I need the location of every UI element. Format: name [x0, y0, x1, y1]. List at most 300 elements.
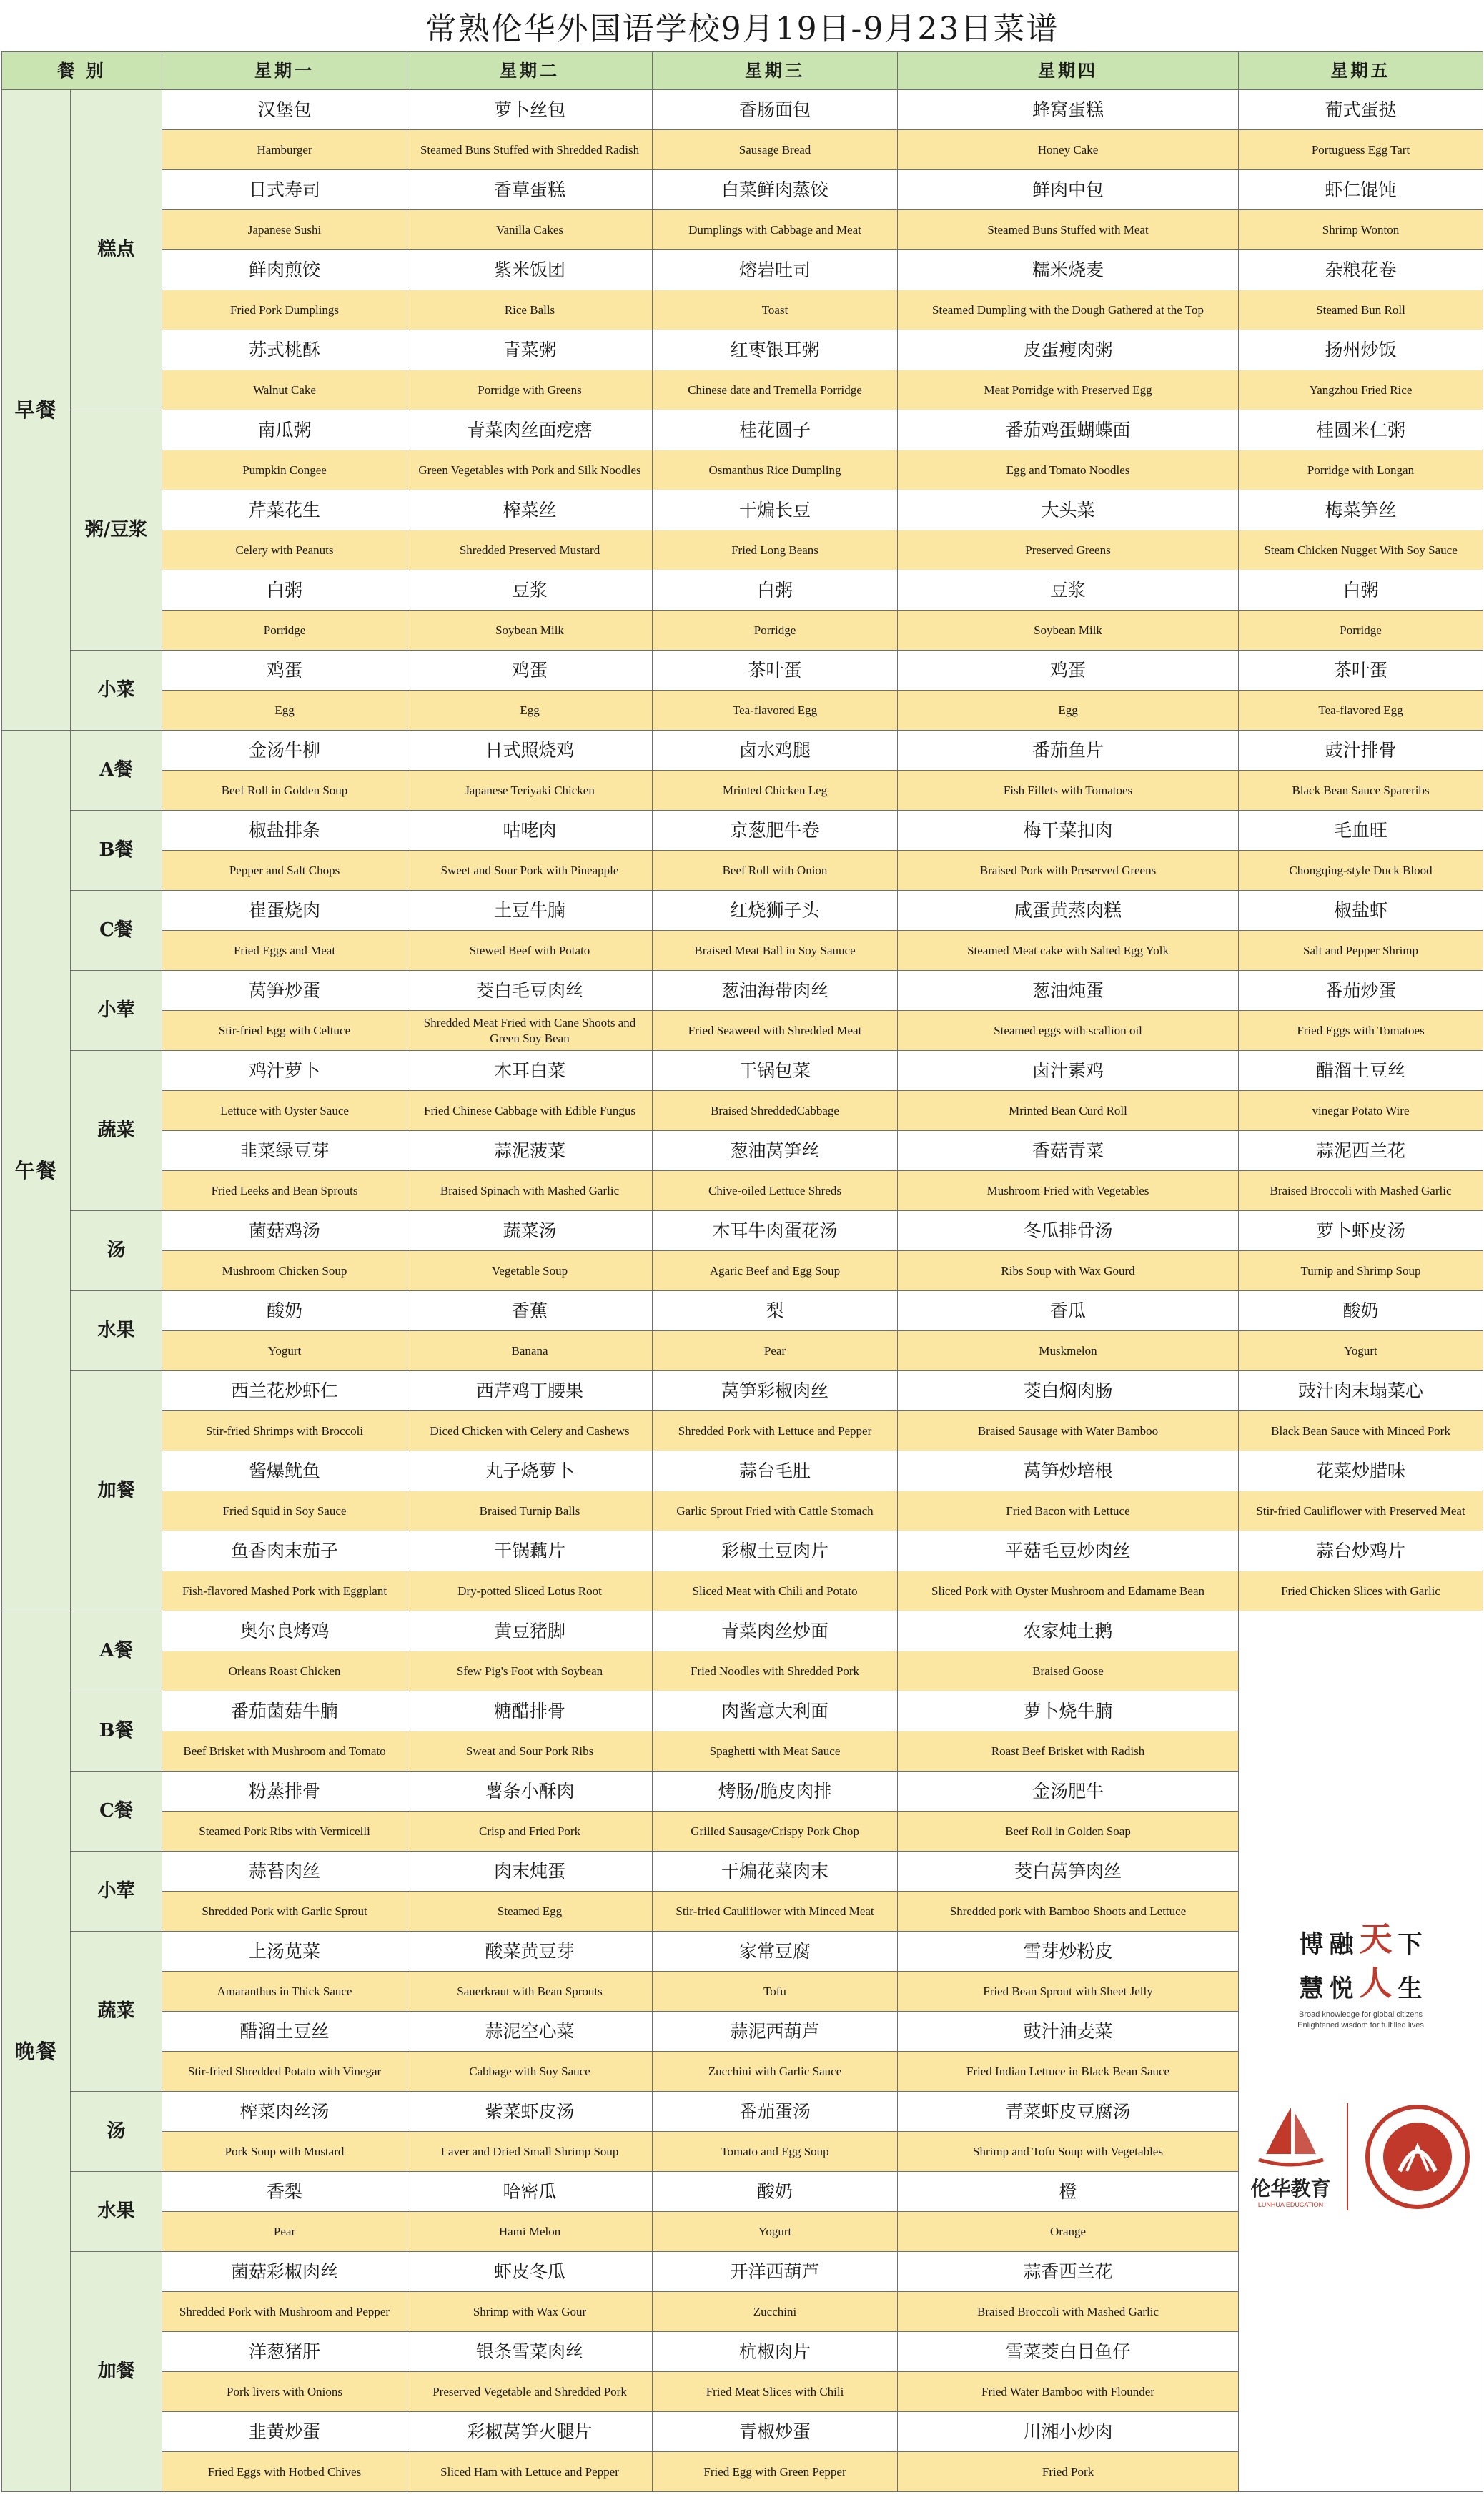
slogan-char: 下 — [1398, 1930, 1423, 1959]
dish-name: 茭白焖肉肠 — [898, 1371, 1239, 1411]
menu-row-chinese — [2, 330, 1483, 370]
dish-name: 糖醋排骨 — [407, 1691, 653, 1731]
dish-name: 榨菜肉丝汤 — [162, 2092, 407, 2132]
dish-name: 菌菇彩椒肉丝 — [162, 2252, 407, 2292]
dish-name-english: Shredded pork with Bamboo Shoots and Lettuce — [898, 1892, 1239, 1932]
menu-row-chinese — [2, 170, 1483, 210]
dish-name-english: Fish-flavored Mashed Pork with Eggplant — [162, 1571, 407, 1611]
menu-row-english — [2, 450, 1483, 490]
header-day: 星期四 — [898, 52, 1239, 90]
dish-name: 咕咾肉 — [407, 811, 653, 851]
dish-name-english: Steamed Meat cake with Salted Egg Yolk — [898, 931, 1239, 971]
dish-name-english: Ribs Soup with Wax Gourd — [898, 1251, 1239, 1291]
dish-name: 酸奶 — [162, 1291, 407, 1331]
meal-label: 晚餐 — [2, 1611, 71, 2492]
dish-name: 茶叶蛋 — [1239, 651, 1483, 691]
dish-name: 川湘小炒肉 — [898, 2412, 1239, 2452]
dish-name-english: Shrimp and Tofu Soup with Vegetables — [898, 2132, 1239, 2172]
dish-name-english: Fried Meat Slices with Chili — [653, 2372, 898, 2412]
dish-name-english: Crisp and Fried Pork — [407, 1812, 653, 1852]
dish-name: 粉蒸排骨 — [162, 1772, 407, 1812]
dish-name-english: Stir-fried Shrimps with Broccoli — [162, 1411, 407, 1451]
dish-name: 雪芽炒粉皮 — [898, 1932, 1239, 1972]
dish-name: 花菜炒腊味 — [1239, 1451, 1483, 1491]
dish-name-english: Steamed Buns Stuffed with Meat — [898, 210, 1239, 250]
dish-name-english: Steamed Dumpling with the Dough Gathered at the Top — [898, 290, 1239, 330]
dish-name-english: Fried Chicken Slices with Garlic — [1239, 1571, 1483, 1611]
menu-row-english — [2, 691, 1483, 731]
dish-name: 糯米烧麦 — [898, 250, 1239, 290]
dish-name-english: Fried Pork — [898, 2452, 1239, 2492]
dish-name-english: Fried Water Bamboo with Flounder — [898, 2372, 1239, 2412]
dish-name: 咸蛋黄蒸肉糕 — [898, 891, 1239, 931]
dish-name-english: Zucchini with Garlic Sauce — [653, 2052, 898, 2092]
dish-name: 萝卜丝包 — [407, 90, 653, 130]
dish-name-english: Beef Roll in Golden Soap — [898, 1812, 1239, 1852]
dish-name-english: Mrinted Chicken Leg — [653, 771, 898, 811]
dish-name: 莴笋彩椒肉丝 — [653, 1371, 898, 1411]
dish-name-english: Shredded Pork with Mushroom and Pepper — [162, 2292, 407, 2332]
dish-name-english: Braised Broccoli with Mashed Garlic — [1239, 1171, 1483, 1211]
dish-name-english: Chongqing-style Duck Blood — [1239, 851, 1483, 891]
dish-name-english: Fried Long Beans — [653, 530, 898, 570]
dish-name-english: Beef Roll in Golden Soup — [162, 771, 407, 811]
dish-name-english: Soybean Milk — [898, 611, 1239, 651]
dish-name-english: Pumpkin Congee — [162, 450, 407, 490]
dish-name: 卤汁素鸡 — [898, 1051, 1239, 1091]
dish-name-english: Chive-oiled Lettuce Shreds — [653, 1171, 898, 1211]
dish-name: 梅菜笋丝 — [1239, 490, 1483, 530]
lunhua-logo — [1251, 2104, 1331, 2209]
dish-name: 桂圆米仁粥 — [1239, 410, 1483, 450]
menu-row-english — [2, 130, 1483, 170]
dish-name-english: Japanese Teriyaki Chicken — [407, 771, 653, 811]
dish-name: 蒜泥菠菜 — [407, 1131, 653, 1171]
dish-name-english: Soybean Milk — [407, 611, 653, 651]
dish-name-english: Orleans Roast Chicken — [162, 1651, 407, 1691]
category-label: 加餐 — [71, 1371, 162, 1611]
dish-name-english: Preserved Greens — [898, 530, 1239, 570]
menu-row-chinese — [2, 651, 1483, 691]
menu-row-chinese — [2, 250, 1483, 290]
category-label: 加餐 — [71, 2252, 162, 2492]
dish-name: 哈密瓜 — [407, 2172, 653, 2212]
dish-name: 蒜泥西葫芦 — [653, 2012, 898, 2052]
dish-name: 蒜泥西兰花 — [1239, 1131, 1483, 1171]
dish-name-english: Braised Broccoli with Mashed Garlic — [898, 2292, 1239, 2332]
category-label: 小荤 — [71, 1852, 162, 1932]
dish-name-english: Chinese date and Tremella Porridge — [653, 370, 898, 410]
dish-name-english: Fried Eggs and Meat — [162, 931, 407, 971]
dish-name-english: vinegar Potato Wire — [1239, 1091, 1483, 1131]
dish-name-english: Sfew Pig's Foot with Soybean — [407, 1651, 653, 1691]
dish-name: 豉汁肉末塌菜心 — [1239, 1371, 1483, 1411]
menu-row-english — [2, 851, 1483, 891]
dish-name: 葱油炖蛋 — [898, 971, 1239, 1011]
menu-row-chinese — [2, 570, 1483, 611]
dish-name: 蒜台毛肚 — [653, 1451, 898, 1491]
dish-name-english: Japanese Sushi — [162, 210, 407, 250]
dish-name-english: Sauerkraut with Bean Sprouts — [407, 1972, 653, 2012]
menu-row-chinese — [2, 1211, 1483, 1251]
dish-name: 鲜肉煎饺 — [162, 250, 407, 290]
dish-name: 鸡蛋 — [898, 651, 1239, 691]
dish-name-english: Pear — [162, 2212, 407, 2252]
category-label: A餐 — [71, 731, 162, 811]
header-day: 星期二 — [407, 52, 653, 90]
dish-name-english: Shredded Meat Fried with Cane Shoots and Green Soy Bean — [407, 1011, 653, 1051]
dish-name-english: Tomato and Egg Soup — [653, 2132, 898, 2172]
dish-name: 香草蛋糕 — [407, 170, 653, 210]
dish-name: 酸菜黄豆芽 — [407, 1932, 653, 1972]
dish-name-english: Celery with Peanuts — [162, 530, 407, 570]
dish-name: 干锅包菜 — [653, 1051, 898, 1091]
category-label: B餐 — [71, 1691, 162, 1772]
dish-name-english: Steamed Pork Ribs with Vermicelli — [162, 1812, 407, 1852]
dish-name: 红枣银耳粥 — [653, 330, 898, 370]
dish-name-english: Braised Goose — [898, 1651, 1239, 1691]
category-label: 蔬菜 — [71, 1051, 162, 1211]
menu-row-english — [2, 210, 1483, 250]
dish-name: 紫菜虾皮汤 — [407, 2092, 653, 2132]
dish-name: 橙 — [898, 2172, 1239, 2212]
menu-row-english — [2, 530, 1483, 570]
dish-name-english: Laver and Dried Small Shrimp Soup — [407, 2132, 653, 2172]
dish-name-english: Walnut Cake — [162, 370, 407, 410]
dish-name: 雪菜茭白目鱼仔 — [898, 2332, 1239, 2372]
slogan-char: 人 — [1359, 1963, 1393, 2002]
dish-name: 鸡蛋 — [407, 651, 653, 691]
dish-name: 茶叶蛋 — [653, 651, 898, 691]
dish-name: 豆浆 — [898, 570, 1239, 611]
dish-name-english: Fried Noodles with Shredded Pork — [653, 1651, 898, 1691]
dish-name-english: Steamed Buns Stuffed with Shredded Radish — [407, 130, 653, 170]
dish-name-english: Stir-fried Cauliflower with Preserved Meat — [1239, 1491, 1483, 1531]
dish-name: 韭黄炒蛋 — [162, 2412, 407, 2452]
dish-name-english: Stir-fried Egg with Celtuce — [162, 1011, 407, 1051]
menu-row-chinese — [2, 1371, 1483, 1411]
dish-name: 银条雪菜肉丝 — [407, 2332, 653, 2372]
dish-name: 卤水鸡腿 — [653, 731, 898, 771]
dish-name: 青菜肉丝炒面 — [653, 1611, 898, 1651]
dish-name: 日式寿司 — [162, 170, 407, 210]
dish-name-english: Pork Soup with Mustard — [162, 2132, 407, 2172]
dish-name: 干煸花菜肉末 — [653, 1852, 898, 1892]
dish-name: 香菇青菜 — [898, 1131, 1239, 1171]
dish-name-english: Braised Pork with Preserved Greens — [898, 851, 1239, 891]
dish-name: 青椒炒蛋 — [653, 2412, 898, 2452]
dish-name: 奥尔良烤鸡 — [162, 1611, 407, 1651]
category-label: 粥/豆浆 — [71, 410, 162, 651]
dish-name: 椒盐虾 — [1239, 891, 1483, 931]
dish-name-english: Dumplings with Cabbage and Meat — [653, 210, 898, 250]
dish-name: 家常豆腐 — [653, 1932, 898, 1972]
dish-name-english: Yogurt — [162, 1331, 407, 1371]
dish-name-english: Rice Balls — [407, 290, 653, 330]
header-day: 星期三 — [653, 52, 898, 90]
menu-row-english — [2, 1011, 1483, 1051]
dish-name: 土豆牛腩 — [407, 891, 653, 931]
dish-name-english: Egg — [162, 691, 407, 731]
dish-name: 虾皮冬瓜 — [407, 2252, 653, 2292]
dish-name-english: Shredded Pork with Garlic Sprout — [162, 1892, 407, 1932]
dish-name-english: Sausage Bread — [653, 130, 898, 170]
dish-name-english: Meat Porridge with Preserved Egg — [898, 370, 1239, 410]
dish-name-english: Beef Roll with Onion — [653, 851, 898, 891]
dish-name-english: Sliced Meat with Chili and Potato — [653, 1571, 898, 1611]
menu-row-chinese — [2, 1531, 1483, 1571]
dish-name-english: Egg — [898, 691, 1239, 731]
dish-name-english: Hamburger — [162, 130, 407, 170]
dish-name: 萝卜烧牛腩 — [898, 1691, 1239, 1731]
slogan-english — [1239, 2010, 1483, 2032]
dish-name-english: Fried Egg with Green Pepper — [653, 2452, 898, 2492]
dish-name: 木耳牛肉蛋花汤 — [653, 1211, 898, 1251]
dish-name-english: Sweat and Sour Pork Ribs — [407, 1731, 653, 1772]
school-slogan — [1239, 1919, 1483, 1960]
dish-name: 洋葱猪肝 — [162, 2332, 407, 2372]
dish-name: 南瓜粥 — [162, 410, 407, 450]
slogan-char: 融 — [1329, 1930, 1354, 1959]
dish-name: 薯条小酥肉 — [407, 1772, 653, 1812]
dish-name-english: Fried Squid in Soy Sauce — [162, 1491, 407, 1531]
menu-row-english — [2, 290, 1483, 330]
dish-name: 苏式桃酥 — [162, 330, 407, 370]
dish-name-english: Braised Meat Ball in Soy Sauuce — [653, 931, 898, 971]
dish-name: 番茄鸡蛋蝴蝶面 — [898, 410, 1239, 450]
dish-name-english: Porridge — [162, 611, 407, 651]
dish-name-english: Pepper and Salt Chops — [162, 851, 407, 891]
dish-name-english: Preserved Vegetable and Shredded Pork — [407, 2372, 653, 2412]
dish-name: 杂粮花卷 — [1239, 250, 1483, 290]
category-label: 水果 — [71, 1291, 162, 1371]
category-label: A餐 — [71, 1611, 162, 1691]
menu-row-chinese — [2, 891, 1483, 931]
dish-name-english: Agaric Beef and Egg Soup — [653, 1251, 898, 1291]
dish-name: 冬瓜排骨汤 — [898, 1211, 1239, 1251]
dish-name: 蒜苔肉丝 — [162, 1852, 407, 1892]
dish-name-english: Grilled Sausage/Crispy Pork Chop — [653, 1812, 898, 1852]
dish-name-english: Fish Fillets with Tomatoes — [898, 771, 1239, 811]
dish-name-english: Muskmelon — [898, 1331, 1239, 1371]
dish-name: 葱油莴笋丝 — [653, 1131, 898, 1171]
menu-row-english — [2, 1171, 1483, 1211]
dish-name: 莴笋炒蛋 — [162, 971, 407, 1011]
dish-name-english: Lettuce with Oyster Sauce — [162, 1091, 407, 1131]
dish-name-english: Egg and Tomato Noodles — [898, 450, 1239, 490]
dish-name: 干煸长豆 — [653, 490, 898, 530]
dish-name-english: Mrinted Bean Curd Roll — [898, 1091, 1239, 1131]
dish-name-english: Honey Cake — [898, 130, 1239, 170]
dish-name-english: Tofu — [653, 1972, 898, 2012]
dish-name: 萝卜虾皮汤 — [1239, 1211, 1483, 1251]
dish-name-english: Spaghetti with Meat Sauce — [653, 1731, 898, 1772]
category-label: 小荤 — [71, 971, 162, 1051]
dish-name: 干锅藕片 — [407, 1531, 653, 1571]
category-label: 小菜 — [71, 651, 162, 731]
dish-name: 蒜台炒鸡片 — [1239, 1531, 1483, 1571]
category-label: 汤 — [71, 2092, 162, 2172]
dish-name: 醋溜土豆丝 — [162, 2012, 407, 2052]
dish-name: 椒盐排条 — [162, 811, 407, 851]
dish-name-english: Braised Turnip Balls — [407, 1491, 653, 1531]
dish-name-english: Dry-potted Sliced Lotus Root — [407, 1571, 653, 1611]
dish-name: 鲜肉中包 — [898, 170, 1239, 210]
dish-name-english: Orange — [898, 2212, 1239, 2252]
dish-name: 红烧狮子头 — [653, 891, 898, 931]
dish-name: 番茄炒蛋 — [1239, 971, 1483, 1011]
menu-table — [1, 51, 1483, 2492]
dish-name-english: Toast — [653, 290, 898, 330]
dish-name: 酸奶 — [653, 2172, 898, 2212]
school-seal-icon — [1364, 2103, 1471, 2210]
dish-name: 熔岩吐司 — [653, 250, 898, 290]
dish-name: 香蕉 — [407, 1291, 653, 1331]
dish-name: 彩椒土豆肉片 — [653, 1531, 898, 1571]
slogan-char: 悦 — [1329, 1974, 1354, 2003]
dish-name: 鸡蛋 — [162, 651, 407, 691]
dish-name: 西兰花炒虾仁 — [162, 1371, 407, 1411]
dish-name: 韭菜绿豆芽 — [162, 1131, 407, 1171]
dish-name-english: Steamed Bun Roll — [1239, 290, 1483, 330]
dish-name: 香瓜 — [898, 1291, 1239, 1331]
dish-name-english: Pork livers with Onions — [162, 2372, 407, 2412]
dish-name-english: Shredded Preserved Mustard — [407, 530, 653, 570]
menu-row-chinese — [2, 410, 1483, 450]
dish-name: 桂花圆子 — [653, 410, 898, 450]
dish-name-english: Fried Eggs with Hotbed Chives — [162, 2452, 407, 2492]
menu-row-english — [2, 1571, 1483, 1611]
dish-name-english: Porridge — [653, 611, 898, 651]
sail-icon — [1252, 2104, 1330, 2168]
dish-name: 汉堡包 — [162, 90, 407, 130]
dish-name: 金汤肥牛 — [898, 1772, 1239, 1812]
dish-name: 日式照烧鸡 — [407, 731, 653, 771]
dish-name: 紫米饭团 — [407, 250, 653, 290]
dish-name: 酸奶 — [1239, 1291, 1483, 1331]
dish-name: 蒜香西兰花 — [898, 2252, 1239, 2292]
header-meal-col: 餐 别 — [2, 52, 162, 90]
dish-name: 醋溜土豆丝 — [1239, 1051, 1483, 1091]
brand-name: 伦华教育 — [1250, 2177, 1331, 2201]
slogan-char: 慧 — [1299, 1974, 1324, 2003]
category-label: B餐 — [71, 811, 162, 891]
dish-name: 金汤牛柳 — [162, 731, 407, 771]
dish-name-english: Portuguess Egg Tart — [1239, 130, 1483, 170]
dish-name: 茭白莴笋肉丝 — [898, 1852, 1239, 1892]
dish-name: 香肠面包 — [653, 90, 898, 130]
dish-name-english: Fried Bean Sprout with Sheet Jelly — [898, 1972, 1239, 2012]
dish-name: 蔬菜汤 — [407, 1211, 653, 1251]
dish-name-english: Braised Spinach with Mashed Garlic — [407, 1171, 653, 1211]
dish-name: 京葱肥牛卷 — [653, 811, 898, 851]
dish-name-english: Turnip and Shrimp Soup — [1239, 1251, 1483, 1291]
dish-name: 豉汁油麦菜 — [898, 2012, 1239, 2052]
menu-row-english — [2, 370, 1483, 410]
logo-panel — [1239, 1611, 1483, 2492]
dish-name: 肉酱意大利面 — [653, 1691, 898, 1731]
dish-name-english: Fried Seaweed with Shredded Meat — [653, 1011, 898, 1051]
dish-name-english: Braised ShreddedCabbage — [653, 1091, 898, 1131]
dish-name: 开洋西葫芦 — [653, 2252, 898, 2292]
brand-logos — [1239, 2103, 1483, 2210]
dish-name: 丸子烧萝卜 — [407, 1451, 653, 1491]
dish-name: 豉汁排骨 — [1239, 731, 1483, 771]
dish-name: 农家炖土鹅 — [898, 1611, 1239, 1651]
dish-name: 番茄菌菇牛腩 — [162, 1691, 407, 1731]
dish-name: 白粥 — [653, 570, 898, 611]
dish-name-english: Green Vegetables with Pork and Silk Noodles — [407, 450, 653, 490]
dish-name: 毛血旺 — [1239, 811, 1483, 851]
dish-name-english: Black Bean Sauce Spareribs — [1239, 771, 1483, 811]
meal-label: 午餐 — [2, 731, 71, 1611]
menu-row-chinese — [2, 1051, 1483, 1091]
menu-row-chinese — [2, 731, 1483, 771]
dish-name: 白粥 — [162, 570, 407, 611]
dish-name-english: Stewed Beef with Potato — [407, 931, 653, 971]
dish-name: 榨菜丝 — [407, 490, 653, 530]
dish-name: 番茄蛋汤 — [653, 2092, 898, 2132]
dish-name: 莴笋炒培根 — [898, 1451, 1239, 1491]
dish-name: 白菜鲜肉蒸饺 — [653, 170, 898, 210]
dish-name-english: Porridge — [1239, 611, 1483, 651]
dish-name: 梅干菜扣肉 — [898, 811, 1239, 851]
header-row — [2, 52, 1483, 90]
menu-row-chinese — [2, 1291, 1483, 1331]
dish-name-english: Garlic Sprout Fried with Cattle Stomach — [653, 1491, 898, 1531]
dish-name-english: Black Bean Sauce with Minced Pork — [1239, 1411, 1483, 1451]
dish-name-english: Banana — [407, 1331, 653, 1371]
dish-name: 烤肠/脆皮肉排 — [653, 1772, 898, 1812]
menu-row-english — [2, 1491, 1483, 1531]
menu-row-english — [2, 771, 1483, 811]
dish-name: 葱油海带肉丝 — [653, 971, 898, 1011]
menu-row-english — [2, 1411, 1483, 1451]
dish-name-english: Tea-flavored Egg — [1239, 691, 1483, 731]
dish-name: 茭白毛豆肉丝 — [407, 971, 653, 1011]
category-label: 水果 — [71, 2172, 162, 2252]
meal-label: 早餐 — [2, 90, 71, 731]
dish-name-english: Porridge with Longan — [1239, 450, 1483, 490]
dish-name-english: Steamed eggs with scallion oil — [898, 1011, 1239, 1051]
menu-row-chinese — [2, 1131, 1483, 1171]
category-label: 蔬菜 — [71, 1932, 162, 2092]
dish-name-english: Fried Eggs with Tomatoes — [1239, 1011, 1483, 1051]
dish-name-english: Sliced Pork with Oyster Mushroom and Edamame Bean — [898, 1571, 1239, 1611]
dish-name: 虾仁馄饨 — [1239, 170, 1483, 210]
dish-name: 肉末炖蛋 — [407, 1852, 653, 1892]
dish-name-english: Hami Melon — [407, 2212, 653, 2252]
menu-row-chinese — [2, 971, 1483, 1011]
school-slogan-2 — [1239, 1963, 1483, 2005]
dish-name: 上汤苋菜 — [162, 1932, 407, 1972]
dish-name: 白粥 — [1239, 570, 1483, 611]
dish-name-english: Steam Chicken Nugget With Soy Sauce — [1239, 530, 1483, 570]
dish-name: 番茄鱼片 — [898, 731, 1239, 771]
dish-name: 梨 — [653, 1291, 898, 1331]
dish-name-english: Shredded Pork with Lettuce and Pepper — [653, 1411, 898, 1451]
category-label: C餐 — [71, 1772, 162, 1852]
dish-name-english: Shrimp with Wax Gour — [407, 2292, 653, 2332]
dish-name-english: Zucchini — [653, 2292, 898, 2332]
dish-name: 鱼香肉末茄子 — [162, 1531, 407, 1571]
dish-name: 杭椒肉片 — [653, 2332, 898, 2372]
logo-divider — [1347, 2103, 1348, 2210]
dish-name-english: Pear — [653, 1331, 898, 1371]
menu-row-english — [2, 931, 1483, 971]
dish-name: 蜂窝蛋糕 — [898, 90, 1239, 130]
dish-name-english: Shrimp Wonton — [1239, 210, 1483, 250]
